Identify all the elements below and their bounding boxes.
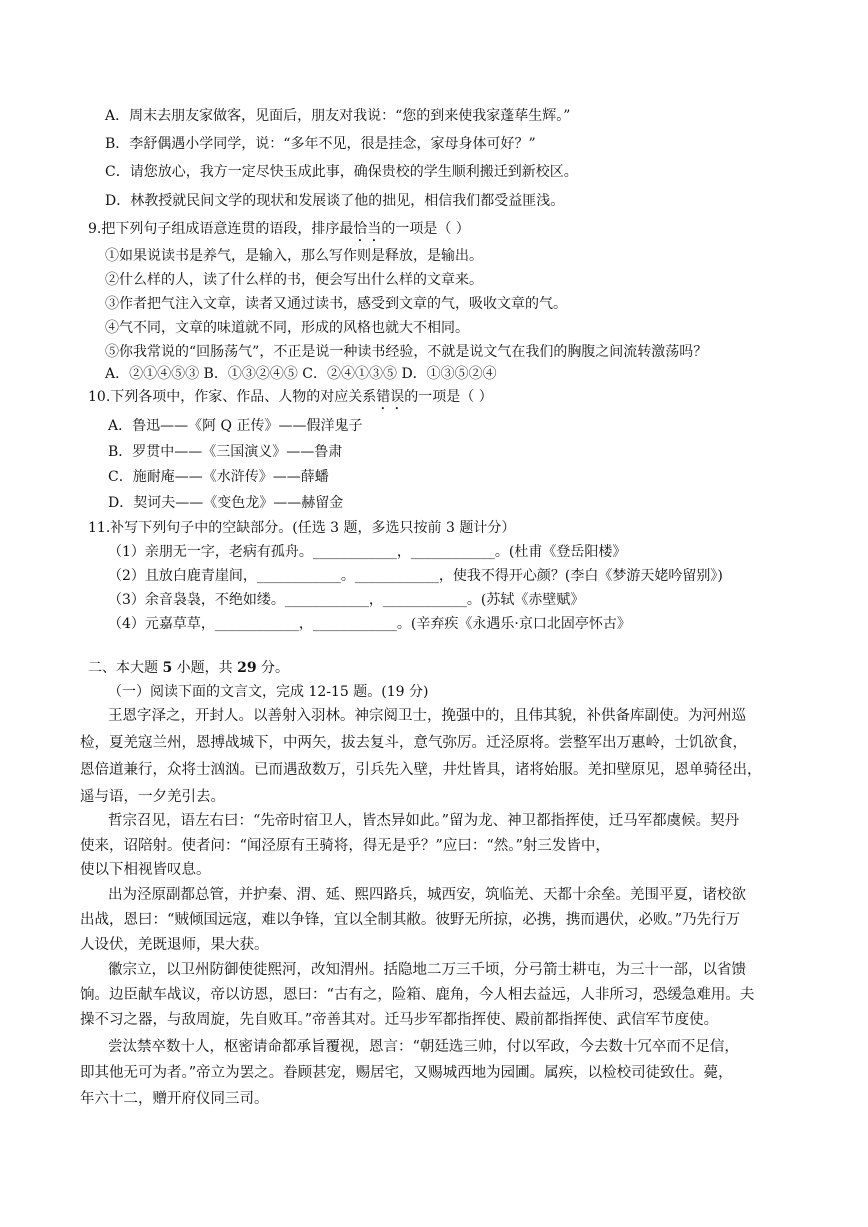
q9-sentence-1: ①如果说读书是养气，是输入，那么写作则是释放，是输出。 xyxy=(105,248,483,264)
q10-option-d: D．契诃夫——《变色龙》——赫留金 xyxy=(108,495,344,511)
q9-stem-end: 的一项是（ ） xyxy=(381,221,470,237)
passage-p5-line-1: 尝汰禁卒数十人，枢密请命都承旨覆视，恩言：“朝廷选三帅，付以军政，今去数十冗卒而不足信， xyxy=(108,1039,739,1055)
q9-sentence-5: ⑤你我常说的“回肠荡气”，不正是说一种读书经验，不就是说文气在我们的胸腹之间流转激荡吗？ xyxy=(105,344,708,360)
passage-p2-line-1: 哲宗召见，语左右曰：“先帝时宿卫人，皆杰异如此。”留为龙、神卫都指挥使，迁马军都虞候。契丹 xyxy=(108,813,740,829)
section-2-subtitle: （一）阅读下面的文言文，完成 12-15 题。(19 分) xyxy=(108,684,429,700)
passage-p5-line-3: 年六十二，赠开府仪同三司。 xyxy=(80,1091,269,1107)
q10-option-b: B．罗贯中——《三国演义》——鲁肃 xyxy=(108,444,343,460)
q8-option-a: A．周末去朋友家做客，见面后，朋友对我说：“您的到来使我家蓬荜生辉。” xyxy=(105,108,571,124)
section-2-question-count: 5 xyxy=(162,660,173,676)
passage-p1-line-1: 王恩字泽之，开封人。以善射入羽林。神宗阅卫士，挽强中的，且伟其貌，补供备库副使。为河州巡 xyxy=(108,708,746,724)
q11-line-2: （2）且放白鹿青崖间，____________。____________，使我不得开心颜？(李白《梦游天姥吟留别》) xyxy=(108,568,723,584)
q9-options: A．②①④⑤③ B．①③②④⑤ C．②④①③⑤ D．①③⑤②④ xyxy=(105,366,497,382)
q10-stem-text: 10.下列各项中，作家、作品、人物的对应关系 xyxy=(88,389,377,405)
q9-stem-emphasis: 恰当 xyxy=(353,221,382,237)
passage-p4-line-1: 徽宗立，以卫州防御使徙熙河，改知渭州。括隐地二万三千顷，分弓箭士耕屯，为三十一部，以省馈 xyxy=(108,962,746,978)
passage-p1-line-3: 恩倍道兼行，众将士汹汹。已而遇敌数万，引兵先入壁，井灶皆具，诸将始服。羌扣壁原见，恩单骑径出， xyxy=(80,762,762,778)
q10-stem-end: 的一项是（ ） xyxy=(404,389,493,405)
section-2-title xyxy=(88,658,289,678)
passage-p1-line-4: 遥与语，一夕羌引去。 xyxy=(80,789,225,805)
q11-line-4: （4）元嘉草草，____________，____________。(辛弃疾《永遇乐·京口北固亭怀古》 xyxy=(108,616,631,632)
passage-p2-line-2: 使来，诏陪射。使者问：“闻泾原有王骑将，得无是乎？”应曰：“然。”射三发皆中， xyxy=(80,838,610,854)
passage-p3-line-1: 出为泾原副都总管，并护秦、渭、延、熙四路兵，城西安，筑临羌、天都十余垒。羌围平夏，诸校欲 xyxy=(108,887,746,903)
q10-stem xyxy=(88,387,493,413)
q9-stem-text: 9.把下列句子组成语意连贯的语段，排序最 xyxy=(88,221,354,237)
passage-p2-line-3: 使以下相视皆叹息。 xyxy=(80,862,211,878)
section-2-title-end: 分。 xyxy=(256,660,290,676)
passage-p3-line-2: 出战，恩曰：“贼倾国远寇，难以争锋，宜以全制其敝。彼野无所掠，必携，携而遇伏，必败。”乃先行万 xyxy=(80,912,741,928)
q11-line-1: （1）亲朋无一字，老病有孤舟。____________，____________。(杜甫《登岳阳楼》 xyxy=(108,544,627,560)
section-2-points: 29 xyxy=(237,660,257,676)
q9-sentence-2: ②什么样的人，读了什么样的书，便会写出什么样的文章来。 xyxy=(105,272,483,288)
passage-p1-line-2: 检，夏羌寇兰州，恩搏战城下，中两矢，拔去复斗，意气弥厉。迁泾原将。尝整军出万惠岭，士饥欲食， xyxy=(80,735,747,751)
section-2-title-text: 二、本大题 xyxy=(88,660,163,676)
q8-option-c: C．请您放心，我方一定尽快玉成此事，确保贵校的学生顺利搬迁到新校区。 xyxy=(105,164,578,180)
q9-sentence-3: ③作者把气注入文章，读者又通过读书，感受到文章的气，吸收文章的气。 xyxy=(105,296,567,312)
passage-p4-line-3: 操不习之器，与敌周旋，先自败耳。”帝善其对。迁马步军都指挥使、殿前都指挥使、武信军节度使。 xyxy=(80,1012,719,1028)
q8-option-d: D．林教授就民间文学的现状和发展谈了他的拙见，相信我们都受益匪浅。 xyxy=(105,193,565,209)
q8-option-b: B．李舒偶遇小学同学，说：“多年不见，很是挂念，家母身体可好？” xyxy=(105,136,536,152)
q9-stem xyxy=(88,219,470,245)
q11-stem: 11.补写下列句子中的空缺部分。(任选 3 题，多选只按前 3 题计分） xyxy=(88,520,516,536)
q11-line-3: （3）余音袅袅，不绝如缕。____________，____________。(苏轼《赤壁赋》 xyxy=(108,592,585,608)
passage-p5-line-2: 即其他无可为者。”帝立为罢之。眷顾甚宠，赐居宅，又赐城西地为园圃。属疾，以检校司徒致仕。薨， xyxy=(80,1065,733,1081)
section-2-title-mid: 小题，共 xyxy=(172,660,238,676)
q10-option-a: A．鲁迅——《阿 Q 正传》——假洋鬼子 xyxy=(108,418,363,434)
q9-sentence-4: ④气不同，文章的味道就不同，形成的风格也就大不相同。 xyxy=(105,320,469,336)
passage-p3-line-3: 人设伏，羌既退师，果大获。 xyxy=(80,937,269,953)
q10-stem-emphasis: 错误 xyxy=(376,389,405,405)
passage-p4-line-2: 饷。边臣献车战议，帝以访恩，恩曰：“古有之，险箱、鹿角，今人相去益远，人非所习，恐缓急难用。夫 xyxy=(80,987,755,1003)
q10-option-c: C．施耐庵——《水浒传》——薛蟠 xyxy=(108,469,329,485)
